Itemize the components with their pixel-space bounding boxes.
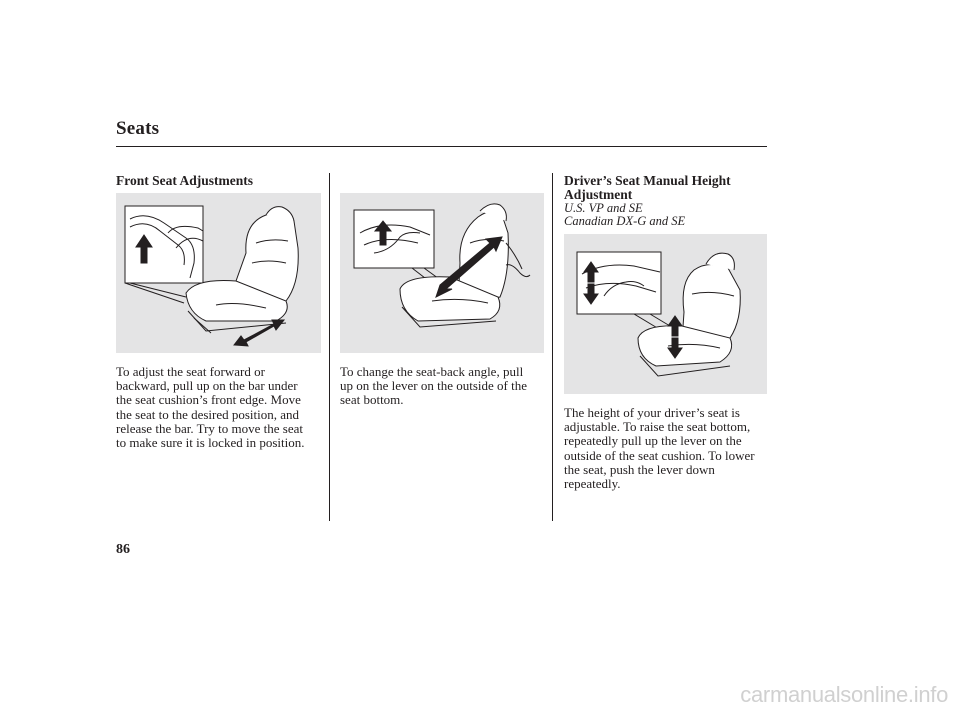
- body-line: seat bottom.: [340, 392, 404, 408]
- seat-height-illustration: [564, 234, 767, 394]
- body-line: the seat, push the lever down: [564, 461, 715, 477]
- model-applicability: [564, 202, 685, 228]
- body-line: adjustable. To raise the seat bottom,: [564, 419, 751, 435]
- body-line: up on the lever on the outside of the: [340, 378, 528, 394]
- header-divider: [116, 146, 767, 147]
- heading-line: Adjustment: [564, 187, 633, 202]
- heading-line: Driver’s Seat Manual Height: [564, 173, 731, 188]
- body-line: To adjust the seat forward or: [116, 364, 265, 379]
- body-line: backward, pull up on the bar under: [116, 378, 298, 394]
- body-line: repeatedly.: [564, 476, 621, 492]
- height-adjust-heading: [564, 174, 731, 202]
- body-line: outside of the seat cushion. To lower: [564, 447, 755, 463]
- height-adjust-body: [564, 406, 774, 491]
- seat-recline-illustration: [340, 193, 544, 353]
- body-line: repeatedly pull up the lever on the: [564, 433, 742, 449]
- body-line: To change the seat-back angle, pull: [340, 364, 524, 379]
- page-number: 86: [116, 542, 130, 557]
- page-title: Seats: [116, 118, 160, 139]
- body-line: release the bar. Try to move the seat: [116, 420, 304, 436]
- seat-slide-illustration: [116, 193, 321, 353]
- body-line: the seat cushion’s front edge. Move: [116, 392, 301, 408]
- column-divider-2: [552, 173, 553, 521]
- column-divider-1: [329, 173, 330, 521]
- front-seat-heading: Front Seat Adjustments: [116, 173, 254, 188]
- recline-body: [340, 365, 550, 408]
- body-line: the seat to the desired position, and: [116, 406, 300, 422]
- watermark: carmanualsonline.info: [740, 682, 948, 707]
- model-line: U.S. VP and SE: [564, 201, 643, 215]
- body-line: to make sure it is locked in position.: [116, 435, 305, 451]
- model-line: Canadian DX-G and SE: [564, 214, 686, 228]
- body-line: The height of your driver’s seat is: [564, 405, 740, 420]
- front-seat-body: [116, 365, 326, 450]
